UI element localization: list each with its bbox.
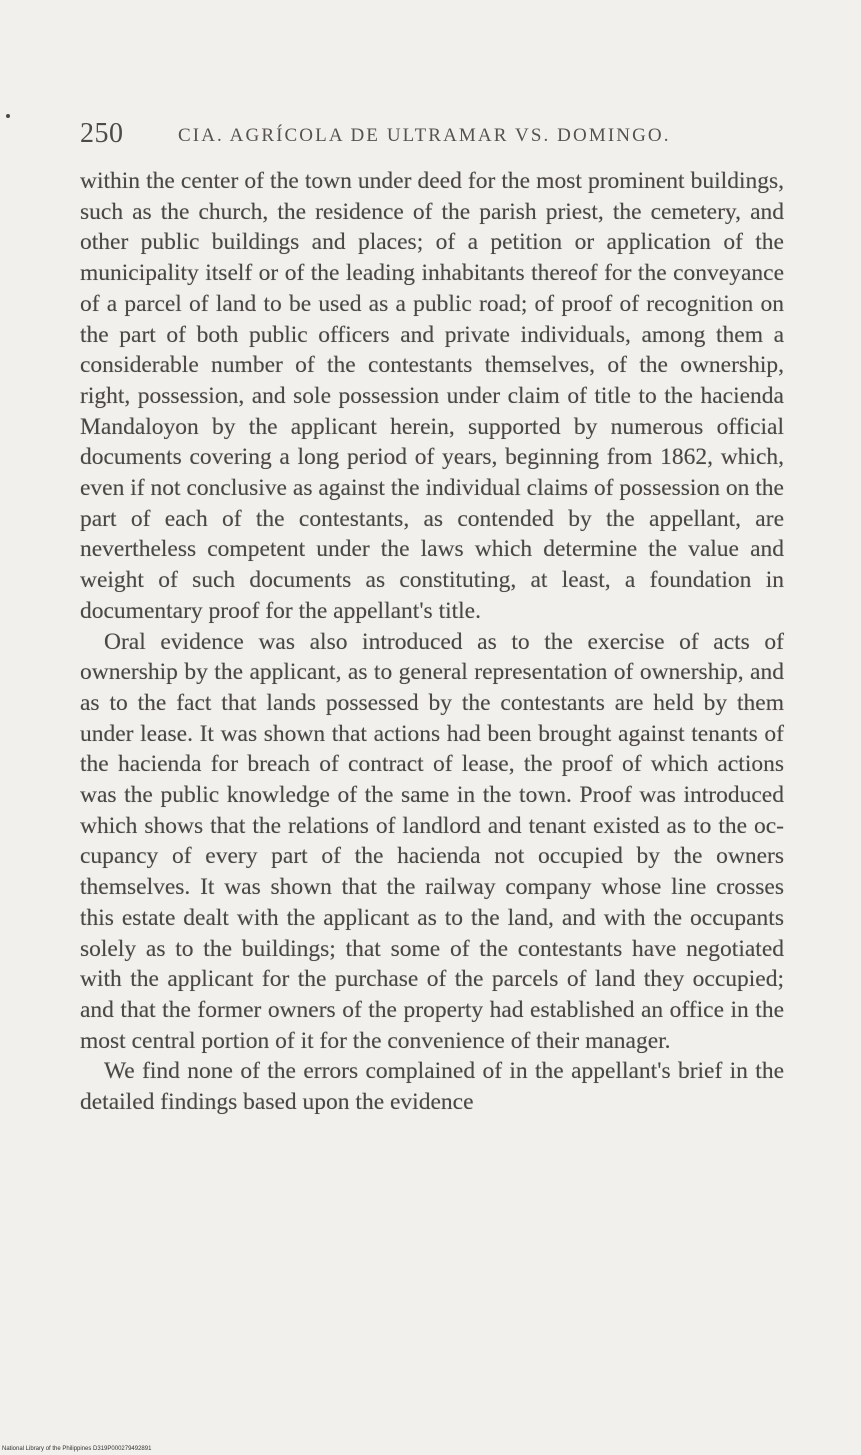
stray-mark <box>6 114 10 118</box>
paragraph: within the center of the town under deed for the most prominent buildings, such as the church, the residence of the parish priest, the cemetery, and other public buildings and places; of a petition or application of the municipality itself or of the leading inhabitants thereof for the conveyance of a parcel of land to be used as a public road; of proof of recognition on the part of both public officers and private individuals, among them a considerable number of the contestants themselves, of the ownership, right, possession, and sole possession under claim of title to the hacienda Mandaloyon by the applicant herein, supported by numerous official documents covering a long period of years, beginning from 1862, which, even if not conclusive as against the individual claims of possession on the part of each of the contestants, as contended by the appellant, are nevertheless competent under the laws which determine the value and weight of such documents as constituting, at least, a foundation in documentary proof for the appellant's title. <box>80 168 784 624</box>
page-header <box>80 118 800 152</box>
paragraph: We find none of the errors complained of in the appellant's brief in the detailed findings based upon the evidence <box>80 1058 784 1116</box>
paragraph: Oral evidence was also introduced as to the exercise of acts of ownership by the applicant, as to general representation of ownership, and as to the fact that lands possessed by the contestants are held by them under lease. It was shown that actions had been brought against tenants of the hacienda for breach of contract of lease, the proof of which actions was the public knowledge of the same in the town. Proof was introduced which shows that the relations of landlord and tenant existed as to the occupancy of every part of the hacienda not occupied by the owners themselves. It was shown that the railway company whose line crosses this estate dealt with the applicant as to the land, and with the occupants solely as to the buildings; that some of the contestants have negotiated with the applicant for the purchase of the parcels of land they occupied; and that the former owners of the property had established an office in the most central portion of it for the convenience of their manager. <box>80 628 784 1054</box>
page-number: 250 <box>80 118 124 149</box>
scan-credit: National Library of the Philippines D319P000279492891 <box>2 1446 152 1452</box>
body-text <box>80 166 784 1118</box>
running-head: CIA. AGRÍCOLA DE ULTRAMAR VS. DOMINGO. <box>178 125 671 146</box>
